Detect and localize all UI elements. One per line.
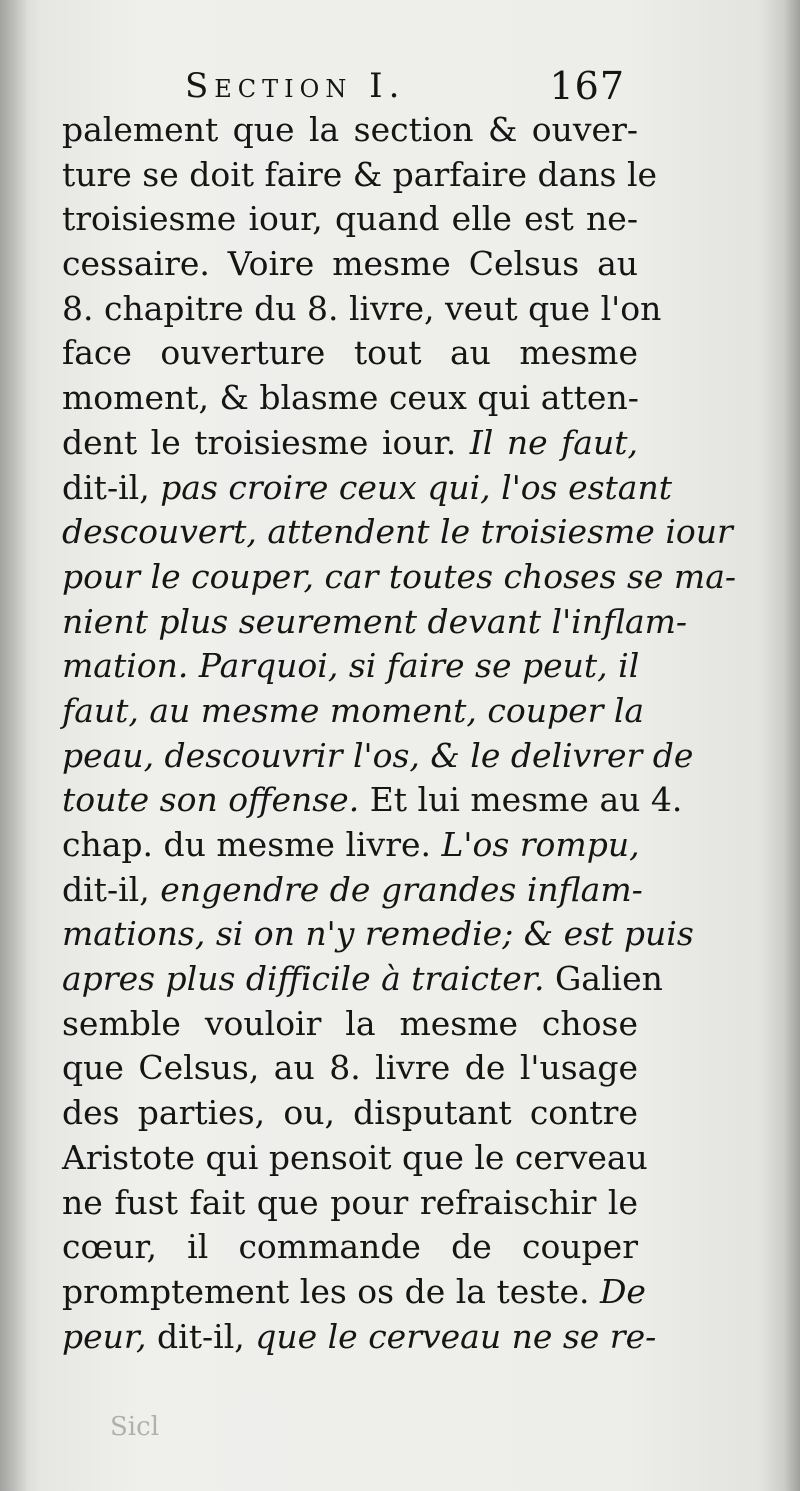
text-line (62, 331, 638, 376)
roman-text-run: palement que la section & ouver- (62, 110, 638, 149)
page-number: 167 (549, 64, 625, 108)
roman-text-run: Aristote qui pensoit que le cerveau (62, 1137, 648, 1177)
body-text (62, 108, 737, 1359)
roman-text-run: dent le troisiesme iour. (62, 422, 470, 462)
italic-text-run: nient plus seurement devant l'inflam- (62, 601, 688, 641)
text-line (62, 1181, 638, 1226)
roman-text-run: ne fust fait que pour refraischir le (62, 1182, 638, 1222)
roman-text-run: dit-il, (62, 467, 161, 507)
page-edge (784, 0, 800, 1491)
italic-text-run: peau, descouvrir l'os, & le delivrer de (62, 735, 694, 775)
roman-text-run: chap. du mesme livre. (62, 825, 442, 864)
italic-text-run: engendre de grandes inflam- (160, 869, 643, 909)
text-line (62, 644, 638, 689)
italic-text-run: apres plus difficile à traicter. (62, 959, 555, 999)
italic-text-run: peur, (62, 1316, 158, 1356)
text-line (62, 1225, 638, 1270)
roman-text-run: 8. chapitre du 8. livre, veut que l'on (62, 288, 662, 328)
text-line (62, 421, 638, 466)
text-line (62, 868, 643, 913)
roman-text-run: cœur, il commande de couper (62, 1227, 638, 1267)
italic-text-run: que le cerveau ne se re- (255, 1316, 657, 1356)
italic-text-run: L'os rompu, (441, 825, 640, 864)
text-line (62, 555, 737, 600)
italic-text-run: toute son offense. (62, 780, 370, 820)
roman-text-run: moment, & blasme ceux qui atten- (62, 378, 639, 418)
text-line (62, 466, 672, 511)
text-line (62, 108, 638, 153)
catchword: Sicl (110, 1412, 160, 1442)
text-line (62, 823, 638, 868)
text-line (62, 1091, 638, 1136)
roman-text-run: cessaire. Voire mesme Celsus au (62, 244, 638, 284)
roman-text-run: Et lui mesme au 4. (369, 780, 683, 820)
roman-text-run: dit-il, (157, 1316, 256, 1356)
text-line (62, 1270, 646, 1315)
binding-shadow (0, 0, 28, 1491)
roman-text-run: ture se doit faire & parfaire dans le (62, 154, 658, 194)
text-line (62, 153, 658, 198)
roman-text-run: face ouverture tout au mesme (62, 333, 638, 373)
text-line (62, 510, 733, 555)
text-line (62, 778, 683, 823)
text-line (62, 287, 662, 332)
italic-text-run: mations, si on n'y remedie; & est puis (62, 914, 694, 954)
text-line (62, 689, 645, 734)
text-line (62, 197, 638, 242)
italic-text-run: Il ne faut, (469, 422, 638, 462)
text-line (62, 912, 694, 957)
page-header (185, 62, 625, 110)
text-line (62, 1002, 638, 1047)
text-line (62, 376, 638, 421)
roman-text-run: promptement les os de la teste. (62, 1271, 600, 1311)
text-line (62, 242, 638, 287)
roman-text-run: Galien (554, 959, 663, 999)
roman-text-run: semble vouloir la mesme chose (62, 1003, 638, 1043)
italic-text-run: pas croire ceux qui, l'os estant (160, 467, 672, 507)
running-head: Section I. (185, 66, 406, 106)
roman-text-run: dit-il, (62, 869, 161, 909)
text-line (62, 1136, 648, 1181)
text-line (62, 734, 694, 779)
roman-text-run: des parties, ou, disputant contre (62, 1093, 638, 1133)
italic-text-run: De (599, 1271, 646, 1311)
italic-text-run: faut, au mesme moment, couper la (62, 690, 645, 730)
italic-text-run: mation. Parquoi, si faire se peut, il (62, 646, 640, 686)
roman-text-run: troisiesme iour, quand elle est ne- (62, 199, 638, 239)
text-line (62, 600, 688, 645)
text-line (62, 1046, 638, 1091)
text-line (62, 1315, 657, 1360)
italic-text-run: pour le couper, car toutes choses se ma- (62, 556, 737, 596)
italic-text-run: descouvert, attendent le troisiesme iour (62, 512, 733, 552)
text-line (62, 957, 663, 1002)
roman-text-run: que Celsus, au 8. livre de l'usage (62, 1048, 638, 1088)
